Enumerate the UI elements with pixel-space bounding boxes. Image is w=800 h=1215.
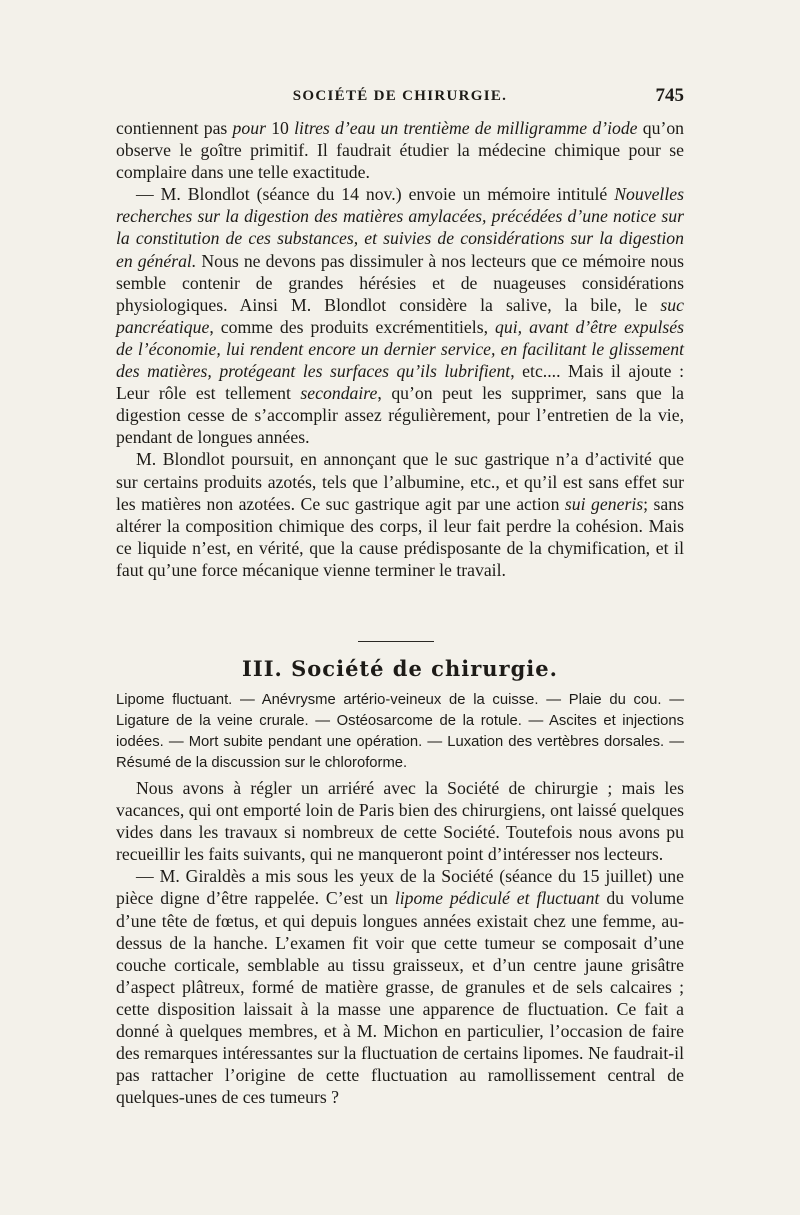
running-header: [116, 85, 684, 114]
text-run: , comme des produits excrémentitiels,: [209, 316, 496, 337]
italic-run: suc pancréatique: [116, 294, 684, 337]
text-block-bottom: [116, 777, 684, 1108]
text-run: — M. Giraldès a mis sous les yeux de la Société (séance du 15 juillet) une pièce digne d’être rappelée. C’est un: [116, 866, 684, 909]
section-heading: III. Société de chirurgie.: [242, 656, 558, 681]
text-run: — M. Blondlot (séance du 14 nov.) envoie un mémoire intitulé: [136, 184, 615, 205]
italic-run: sui generis: [564, 493, 644, 514]
text-block-top: [116, 117, 684, 581]
italic-run: lipome pédiculé et fluctuant: [394, 888, 600, 909]
section-divider: [358, 641, 434, 642]
paragraph: [116, 865, 684, 1108]
italic-run: qui, avant d’être expulsés de l’économie, lui rendent encore un dernier service, en facilitant le glissement des matières, protégeant les surfaces qu’ils lubrifient: [116, 316, 684, 382]
text-run: 10: [265, 118, 295, 138]
text-run: Nous ne devons pas dissimuler à nos lecteurs que ce mémoire nous semble contenir de grandes hérésies et de nuageuses considérations physiologiques. Ainsi M. Blondlot considère la salive, la bile, le: [116, 250, 684, 315]
paragraph: [116, 448, 684, 581]
text-run: contiennent pas: [116, 118, 233, 138]
text-run: ; sans altérer la composition chimique des corps, il leur fait perdre la cohésion. Mais ce liquide n’est, en vérité, que la cause prédisposante de la chymification, et il faut qu’une force mécanique vienne terminer le travail.: [116, 493, 685, 580]
text-run: M. Blondlot poursuit, en annonçant que le suc gastrique n’a d’activité que sur certains produits azotés, tels que l’albumine, etc., et qu’il est sans effet sur les matières non azotées. Ce suc gastrique agit par une action: [116, 449, 684, 514]
italic-run: litres d’eau un trentième de milligramme d’iode: [294, 118, 638, 138]
text-run: qu’on observe le goître primitif. Il faudrait étudier la médecine chimique pour se complaire dans une telle exactitude.: [116, 118, 685, 183]
paragraph: [116, 117, 684, 183]
italic-run: pour: [232, 118, 266, 138]
section-summary: [116, 690, 684, 774]
paragraph: [116, 777, 684, 865]
text-run: du volume d’une tête de fœtus, et qui depuis longues années existait chez une femme, au-dessus de la hanche. L’examen fit voir que cette tumeur se composait d’une couche corticale, semblable au tissu graisseux, et d’un centre jaune grisâtre d’aspect plâtreux, formé de matière grasse, de granules et de sels calcaires ; cette disposition laissait à la masse une apparence de fluctuation. Ce fait a donné à quelques membres, et à M. Michon en particulier, l’occasion de faire des remarques intéressantes sur la fluctuation de certains lipomes. Ne faudrait-il pas rattacher l’origine de cette fluctuation au ramollissement central de quelques-unes de ces tumeurs ?: [116, 888, 684, 1108]
italic-run: Nouvelles recherches sur la digestion des matières amylacées, précédées d’une notice sur la constitution de ces substances, et suivies de considérations sur la digestion en général.: [116, 184, 684, 271]
text-run: , qu’on peut les supprimer, sans que la digestion cesse de s’accomplir assez régulièrement, pour l’entretien de la vie, pendant de longues années.: [116, 383, 684, 448]
summary-text: Lipome fluctuant. — Anévrysme artério-veineux de la cuisse. — Plaie du cou. — Ligature de la veine crurale. — Ostéosarcome de la rotule. — Ascites et injections iodées. — Mort subite pendant une opération. — Luxation des vertèbres dorsales. — Résumé de la discussion sur le chloroforme.: [116, 692, 684, 771]
running-title: SOCIÉTÉ DE CHIRURGIE.: [292, 88, 508, 104]
text-run: Nous avons à régler un arriéré avec la Société de chirurgie ; mais les vacances, qui ont emporté loin de Paris bien des chirurgiens, ont laissé quelques vides dans les travaux si nombreux de cette Société. Toutefois nous avons pu recueillir les faits suivants, qui ne manqueront point d’intéresser nos lecteurs.: [116, 778, 684, 865]
text-run: , etc.... Mais il ajoute : Leur rôle est tellement: [116, 361, 684, 404]
page-number: 745: [655, 85, 684, 106]
paragraph: [116, 183, 684, 448]
italic-run: secondaire: [300, 383, 378, 404]
